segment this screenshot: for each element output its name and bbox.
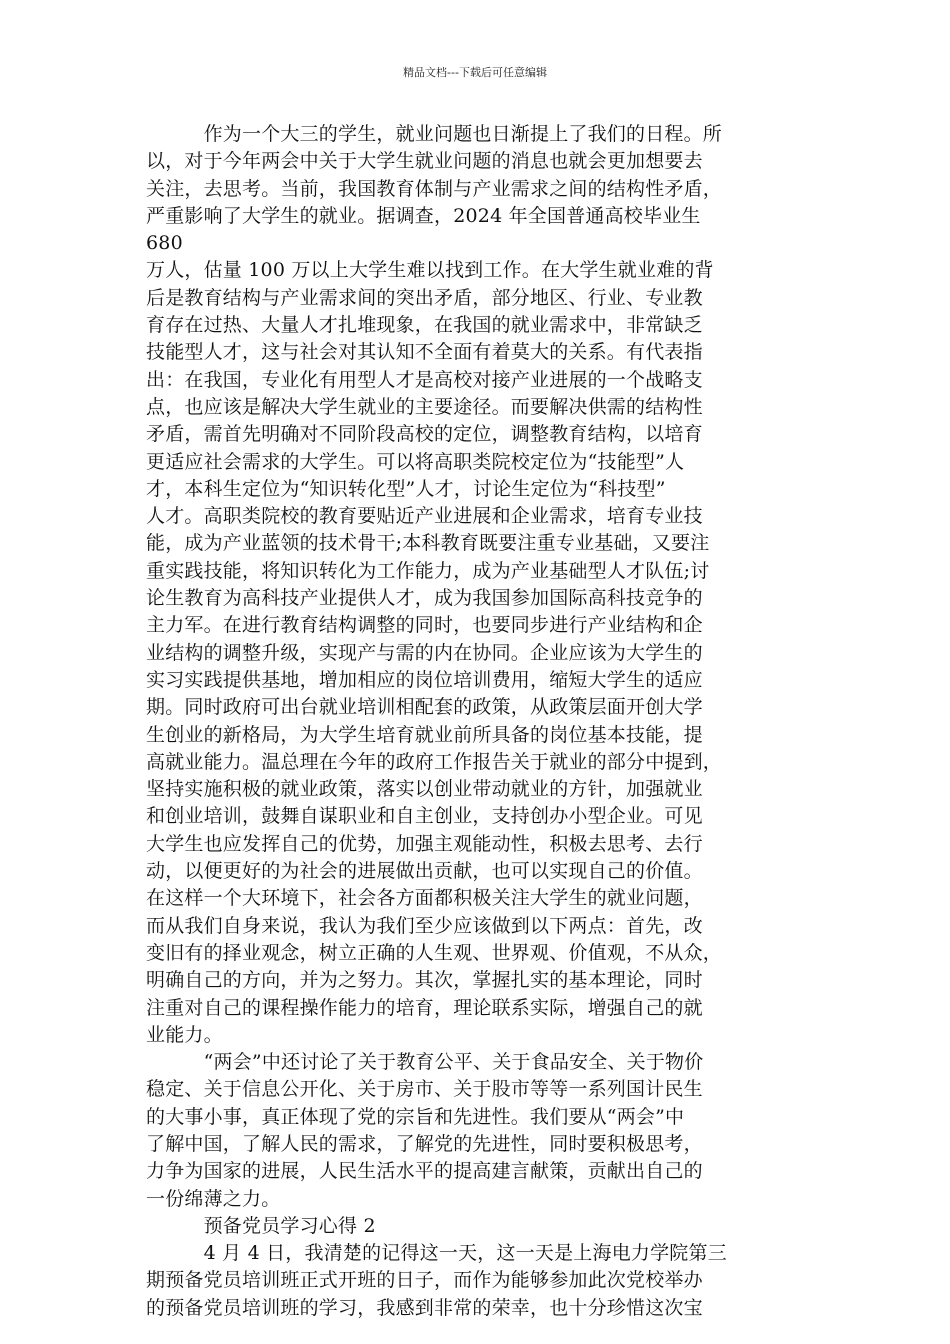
text-line: 论生教育为高科技产业提供人才，成为我国参加国际高科技竞争的 xyxy=(146,587,703,610)
text-line: 严重影响了大学生的就业。据调查，2024 年全国普通高校毕业生 xyxy=(146,204,701,227)
text-line: 变旧有的择业观念，树立正确的人生观、世界观、价值观，不从众， xyxy=(146,941,723,964)
text-line: 能，成为产业蓝领的技术骨干;本科教育既要注重专业基础，又要注 xyxy=(146,532,710,555)
text-line: 稳定、关于信息公开化、关于房市、关于股市等等一系列国计民生 xyxy=(146,1078,703,1101)
text-line: 力争为国家的进展，人民生活水平的提高建言献策，贡献出自己的 xyxy=(146,1160,703,1183)
text-line: 生创业的新格局，为大学生培育就业前所具备的岗位基本技能，提 xyxy=(146,723,703,746)
text-line: 明确自己的方向，并为之努力。其次，掌握扎实的基本理论，同时 xyxy=(146,969,703,992)
text-line: 技能型人才，这与社会对其认知不全面有着莫大的关系。有代表指 xyxy=(146,341,703,364)
text-line: 高就业能力。温总理在今年的政府工作报告关于就业的部分中提到， xyxy=(146,750,723,773)
text-line: “两会”中还讨论了关于教育公平、关于食品安全、关于物价 xyxy=(146,1051,704,1074)
text-line: 育存在过热、大量人才扎堆现象，在我国的就业需求中，非常缺乏 xyxy=(146,314,703,337)
text-line: 坚持实施积极的就业政策，落实以创业带动就业的方针，加强就业 xyxy=(146,778,703,801)
text-line: 的大事小事，真正体现了党的宗旨和先进性。我们要从“两会”中 xyxy=(146,1105,685,1128)
text-line: 后是教育结构与产业需求间的突出矛盾，部分地区、行业、专业教 xyxy=(146,286,703,309)
text-line: 业能力。 xyxy=(146,1023,223,1046)
text-line: 以，对于今年两会中关于大学生就业问题的消息也就会更加想要去 xyxy=(146,150,703,173)
text-line: 动，以便更好的为社会的进展做出贡献，也可以实现自己的价值。 xyxy=(146,860,703,883)
text-line: 人才。高职类院校的教育要贴近产业进展和企业需求，培育专业技 xyxy=(146,505,703,528)
text-line: 出：在我国，专业化有用型人才是高校对接产业进展的一个战略支 xyxy=(146,368,703,391)
text-line: 主力军。在进行教育结构调整的同时，也要同步进行产业结构和企 xyxy=(146,614,703,637)
text-line: 在这样一个大环境下，社会各方面都积极关注大学生的就业问题， xyxy=(146,887,703,910)
text-line: 业结构的调整升级，实现产与需的内在协同。企业应该为大学生的 xyxy=(146,641,703,664)
text-line: 万人，估量 100 万以上大学生难以找到工作。在大学生就业难的背 xyxy=(146,259,714,282)
text-line: 矛盾，需首先明确对不同阶段高校的定位，调整教育结构，以培育 xyxy=(146,423,703,446)
text-line: 一份绵薄之力。 xyxy=(146,1187,281,1210)
text-line: 注重对自己的课程操作能力的培育，理论联系实际，增强自己的就 xyxy=(146,996,703,1019)
text-line: 期预备党员培训班正式开班的日子，而作为能够参加此次党校举办 xyxy=(146,1269,703,1292)
text-line: 关注，去思考。当前，我国教育体制与产业需求之间的结构性矛盾， xyxy=(146,177,723,200)
body-text xyxy=(146,121,814,1322)
text-line: 和创业培训，鼓舞自谋职业和自主创业，支持创办小型企业。可见 xyxy=(146,805,703,828)
text-line: 期。同时政府可出台就业培训相配套的政策，从政策层面开创大学 xyxy=(146,696,703,719)
text-line: 了解中国，了解人民的需求，了解党的先进性，同时要积极思考， xyxy=(146,1132,703,1155)
text-line: 点，也应该是解决大学生就业的主要途径。而要解决供需的结构性 xyxy=(146,395,703,418)
text-line: 更适应社会需求的大学生。可以将高职类院校定位为“技能型”人 xyxy=(146,450,685,473)
page-header: 精品文档---下载后可任意编辑 xyxy=(403,66,547,79)
text-line: 作为一个大三的学生，就业问题也日渐提上了我们的日程。所 xyxy=(146,123,723,145)
text-line: 实习实践提供基地，增加相应的岗位培训费用，缩短大学生的适应 xyxy=(146,668,703,691)
text-line: 4 月 4 日，我清楚的记得这一天，这一天是上海电力学院第三 xyxy=(146,1242,727,1265)
text-line: 重实践技能，将知识转化为工作能力，成为产业基础型人才队伍;讨 xyxy=(146,559,710,582)
text-line: 才，本科生定位为“知识转化型”人才，讨论生定位为“科技型” xyxy=(146,477,666,500)
text-line: 预备党员学习心得 2 xyxy=(146,1214,376,1237)
text-line: 680 xyxy=(146,232,183,255)
text-line: 而从我们自身来说，我认为我们至少应该做到以下两点：首先，改 xyxy=(146,914,703,937)
text-line: 的预备党员培训班的学习，我感到非常的荣幸，也十分珍惜这次宝 xyxy=(146,1296,703,1319)
text-line: 大学生也应发挥自己的优势，加强主观能动性，积极去思考、去行 xyxy=(146,832,703,855)
